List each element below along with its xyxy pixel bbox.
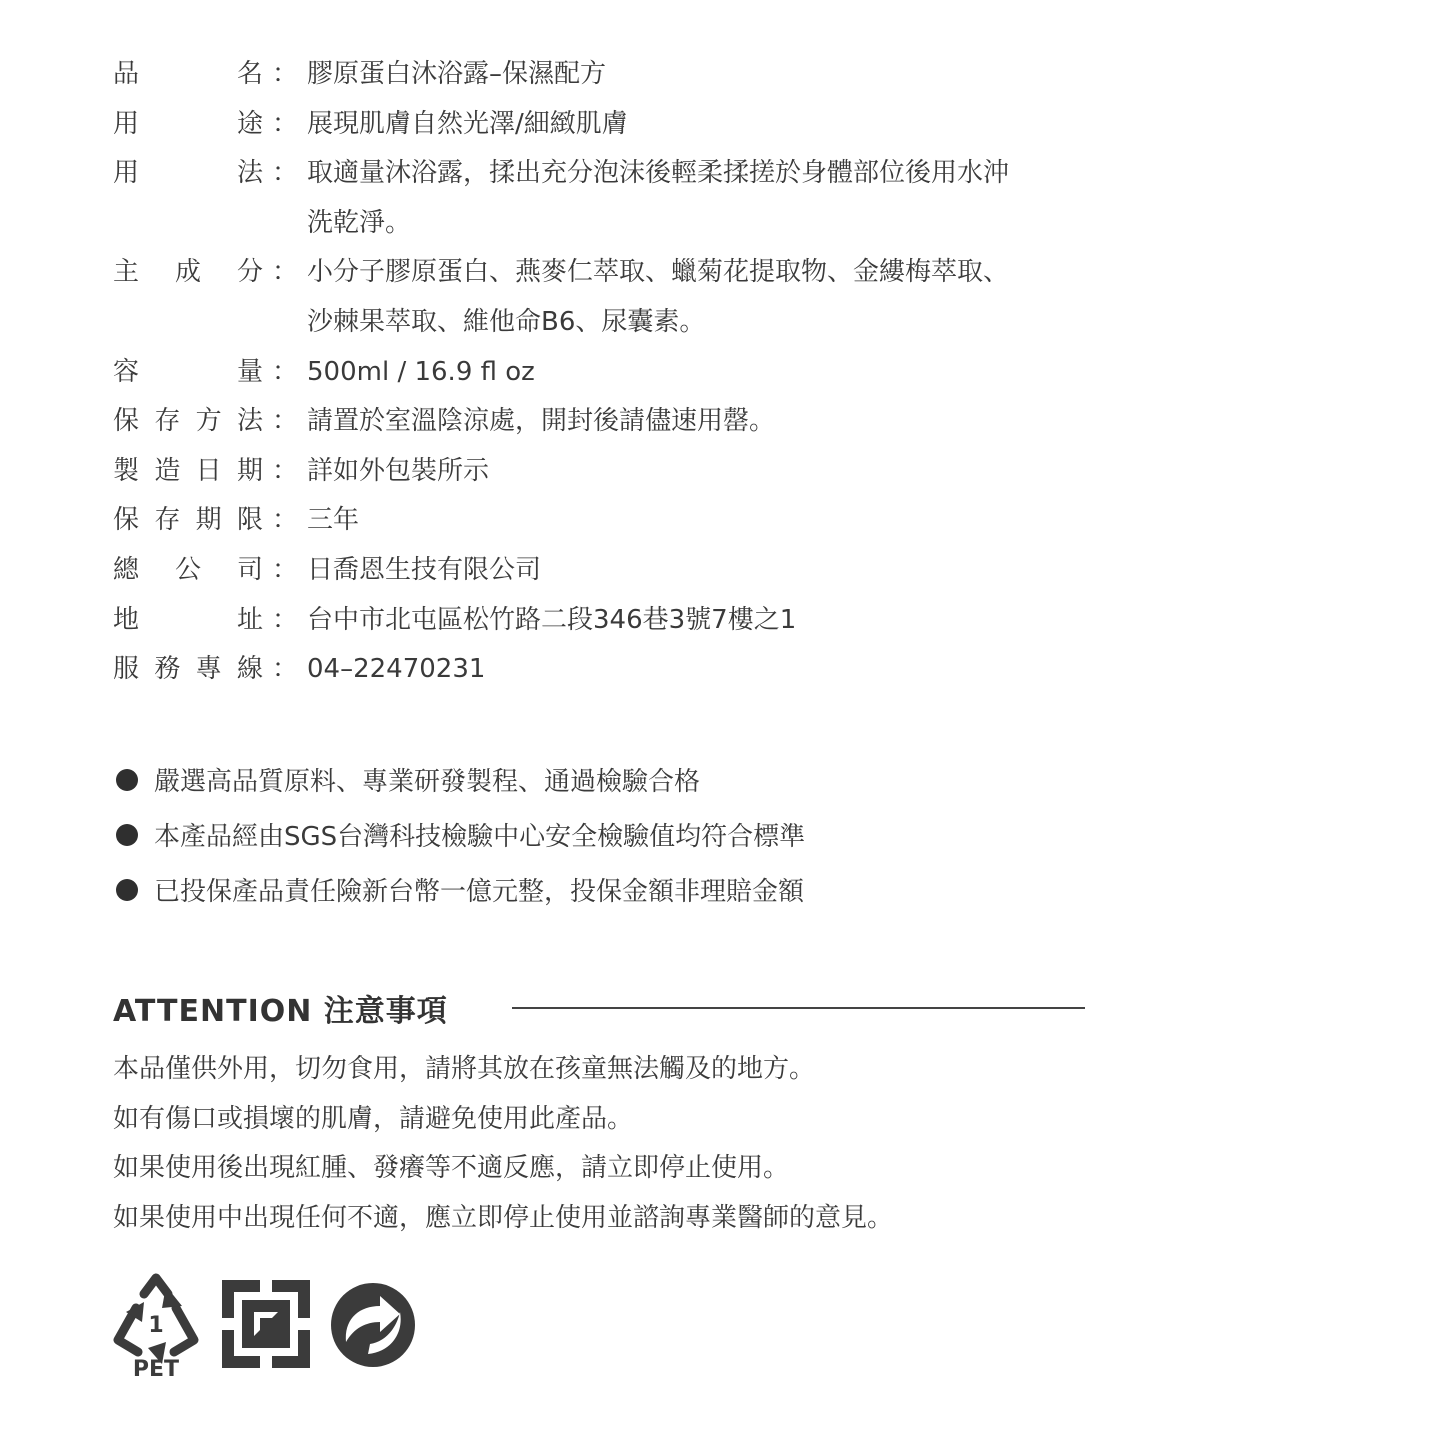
spec-label: 用 法 <box>113 158 263 189</box>
spec-row <box>113 397 1073 447</box>
spec-colon: ： <box>271 257 298 288</box>
spec-label: 製 造 日 期 <box>113 455 263 486</box>
spec-colon: ： <box>271 604 298 635</box>
attention-note: 本品僅供外用，切勿食用，請將其放在孩童無法觸及的地方。 <box>113 1054 816 1084</box>
spec-value: 小分子膠原蛋白、燕麥仁萃取、蠟菊花提取物、金縷梅萃取、 沙棘果萃取、維他命B6、尿囊素。 <box>307 257 1010 337</box>
spec-table <box>113 50 1073 695</box>
bullet-icon <box>116 824 138 846</box>
spec-row <box>113 645 1073 695</box>
spec-colon: ： <box>271 505 298 536</box>
pet-recycle-icon <box>110 1272 202 1382</box>
spec-colon: ： <box>271 406 298 437</box>
spec-label: 地 址 <box>113 604 263 635</box>
spec-colon: ： <box>271 356 298 387</box>
spec-row <box>113 546 1073 596</box>
spec-row <box>113 496 1073 546</box>
attention-note: 如有傷口或損壞的肌膚，請避免使用此產品。 <box>113 1103 634 1134</box>
spec-label: 容 量 <box>113 356 263 387</box>
spec-label: 用 途 <box>113 108 263 139</box>
spec-value: 展現肌膚自然光澤/細緻肌膚 <box>307 108 628 139</box>
feature-item <box>113 862 1073 917</box>
feature-item <box>113 807 1073 862</box>
pet-number: 1 <box>148 1313 164 1338</box>
spec-value: 三年 <box>307 505 360 536</box>
feature-item <box>113 752 1073 807</box>
spec-colon: ： <box>271 158 298 189</box>
spec-row <box>113 50 1073 100</box>
green-dot-icon <box>330 1282 416 1368</box>
spec-label: 主 成 分 <box>113 257 263 288</box>
spec-row <box>113 149 1073 248</box>
spec-row <box>113 348 1073 398</box>
spec-colon: ： <box>271 108 298 139</box>
spec-label: 保 存 期 限 <box>113 505 263 536</box>
bullet-icon <box>116 879 138 901</box>
attention-notes <box>113 1045 1113 1243</box>
spec-label: 保 存 方 法 <box>113 406 263 437</box>
spec-label: 品 名 <box>113 59 263 89</box>
spec-value: 04–22470231 <box>307 654 486 685</box>
spec-value: 詳如外包裝所示 <box>307 455 490 486</box>
bullet-icon <box>116 769 138 791</box>
spec-value: 500ml / 16.9 fl oz <box>307 356 535 387</box>
taiwan-recycle-icon <box>222 1280 310 1368</box>
feature-text: 已投保產品責任險新台幣一億元整，投保金額非理賠金額 <box>154 877 805 907</box>
attention-title: ATTENTION 注意事項 <box>113 994 448 1029</box>
spec-colon: ： <box>271 654 298 685</box>
spec-row <box>113 596 1073 646</box>
attention-divider <box>512 1007 1085 1009</box>
attention-note: 如果使用中出現任何不適，應立即停止使用並諮詢專業醫師的意見。 <box>113 1202 894 1233</box>
attention-note: 如果使用後出現紅腫、發癢等不適反應，請立即停止使用。 <box>113 1153 790 1184</box>
spec-value: 日喬恩生技有限公司 <box>307 554 542 585</box>
spec-colon: ： <box>271 455 298 486</box>
attention-header <box>113 984 448 1032</box>
feature-text: 嚴選高品質原料、專業研發製程、通過檢驗合格 <box>154 767 701 797</box>
spec-row <box>113 447 1073 497</box>
spec-row <box>113 248 1073 347</box>
spec-value: 台中市北屯區松竹路二段346巷3號7樓之1 <box>307 604 797 635</box>
spec-value: 膠原蛋白沐浴露–保濕配方 <box>307 59 607 89</box>
feature-list <box>113 752 1073 917</box>
spec-label: 總 公 司 <box>113 554 263 585</box>
spec-row <box>113 100 1073 150</box>
pet-label: PET <box>132 1357 180 1382</box>
feature-text: 本產品經由SGS台灣科技檢驗中心安全檢驗值均符合標準 <box>154 822 806 852</box>
spec-colon: ： <box>271 59 298 89</box>
spec-colon: ： <box>271 554 298 585</box>
spec-label: 服 務 專 線 <box>113 654 263 685</box>
recycle-symbols <box>110 1272 430 1392</box>
spec-value: 請置於室溫陰涼處，開封後請儘速用罄。 <box>307 406 776 437</box>
spec-value: 取適量沐浴露，揉出充分泡沫後輕柔揉搓於身體部位後用水沖 洗乾淨。 <box>307 158 1010 238</box>
